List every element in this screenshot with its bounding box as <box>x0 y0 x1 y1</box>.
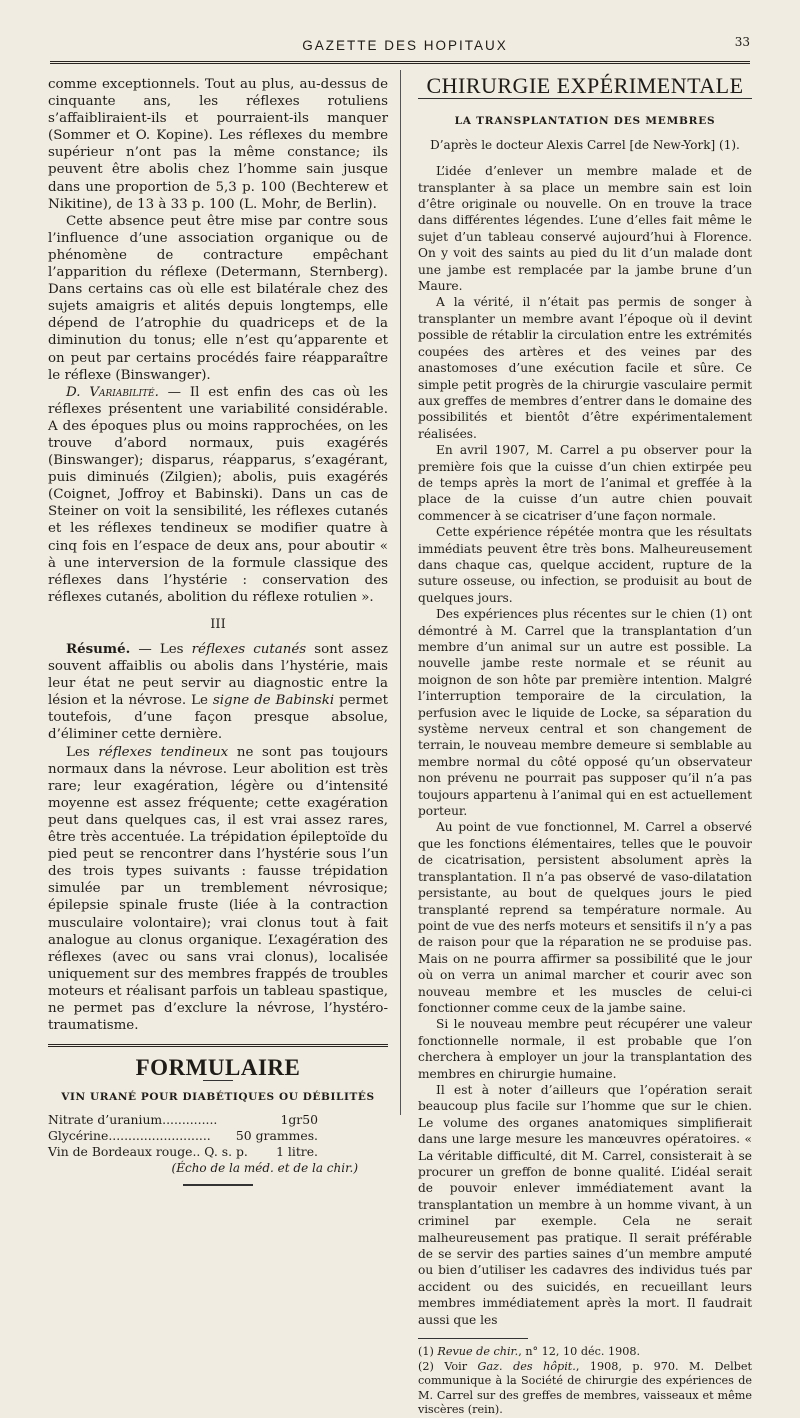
ingredient-qty: 1gr50 <box>280 1112 318 1128</box>
formula-row <box>48 1128 318 1144</box>
text-run: sont assez souvent affaiblis ou abolis dans l’hystérie, mais leur état ne peut servir au diagnostic entre la lésion et la névrose. Le <box>48 642 388 709</box>
paragraph <box>48 384 388 606</box>
article-title: LA TRANSPLANTATION DES MEMBRES <box>454 115 716 128</box>
italic-run: Revue de chir. <box>437 1345 519 1359</box>
section-number: III <box>210 616 226 632</box>
paragraph: Il est à noter d’ailleurs que l’opération serait beaucoup plus facile sur l’homme que sur le chien. Le volume des organes anatomiques simplifierait dans une large mesure les manœuvres opératoires. « La véritable difficulté, dit M. Carrel, consisterait à se procurer un greffon de bonne qualité. L’idéal serait de pouvoir enlever immédiatement avant la transplantation un membre à un homme vivant, à un criminel par exemple. Cela ne serait malheureusement pas pratique. Il serait préférable de se servir des parties saines d’un membre amputé ou bien d’utiliser les cadavres des individus tués par accident ou des suicidés, en recueillant leurs membres immédiatement après la mort. Il faudrait aussi que les <box>418 1082 752 1327</box>
footnote-rule <box>418 1338 528 1339</box>
paragraph: Au point de vue fonctionnel, M. Carrel a observé que les fonctions élémentaires, telles que le pouvoir de cicatrisation, persistent absolument après la transplantation. Il n’a pas observé de vaso-dilatation persistante, au bout de quelques jours le pied transplanté reprend sa température normale. Au point de vue des nerfs moteurs et sensitifs il n’y a pas de raison pour que la réparation ne se produise pas. Mais on ne pourra affirmer sa possibilité que le jour où on verra un animal marcher et courir avec son nouveau membre et les muscles de celui-ci fonctionner comme ceux de la jambe saine. <box>418 820 752 1015</box>
formula-row <box>48 1112 318 1128</box>
ingredient-name: Glycérine.......................... <box>48 1128 211 1144</box>
text-run: (1) <box>418 1345 438 1359</box>
text-run: ne sont pas toujours normaux dans la névrose. Leur abolition est très rare; leur exagération, légère ou d’intensité moyenne est assez fréquente; cette exagération peut dans quelques cas, il est vrai assez rares, être très accentuée. La trépidation épileptoïde du pied peut se rencontrer dans l’hystérie sous l’un des trois types suivants : fausse trépidation simulée par un tremblement névrosique; épilepsie spinale fruste (liée à la contraction musculaire volontaire); vrai clonus tout à fait analogue au clonus organique. L’exagération des réflexes (avec ou sans vrai clonus), localisée uniquement sur des membres frappés de troubles moteurs et réalisant parfois un tableau spastique, ne permet pas d’exclure la névrose, l’hystéro-traumatisme. <box>48 744 388 1034</box>
section-heading: CHIRURGIE EXPÉRIMENTALE <box>426 73 744 98</box>
section-divider <box>48 1044 388 1047</box>
text-run: , n° 12, 10 déc. 1908. <box>518 1345 641 1359</box>
italic-run: signe de Babinski <box>212 693 335 709</box>
ingredient-qty: 1 litre. <box>276 1144 318 1160</box>
paragraph-text: — Il est enfin des cas où les réflexes présentent une variabilité considérable. A des époques plus ou moins rapprochées, on les trouve d’abord normaux, puis exagérés (Binswanger); disparus, réapparus, s’exagérant, puis diminués (Zilgien); abolis, puis exagérés (Coignet, Joffroy et Babinski). Dans un cas de Steiner on voit la sensibilité, les réflexes cutanés et les réflexes tendineux se modifier quatre à cinq fois en l’espace de deux ans, pour aboutir « à une interversion de la formule classique des réflexes dans l’hystérie : conservation des réflexes cutanés, abolition du réflexe rotulien ». <box>48 384 388 605</box>
end-ornament <box>183 1184 253 1186</box>
right-column <box>418 73 752 1417</box>
page-header <box>60 35 750 58</box>
paragraph: Si le nouveau membre peut récupérer une valeur fonctionnelle normale, il est probable que l’on cherchera à employer un jour la transplantation des membres en chirurgie humaine. <box>418 1017 752 1081</box>
text-run: Les <box>66 744 99 760</box>
paragraph <box>48 744 388 1035</box>
paragraph-lead: D. Variabilité. <box>66 384 159 400</box>
ingredient-qty: 50 grammes. <box>235 1128 318 1144</box>
running-title: GAZETTE DES HOPITAUX <box>302 38 508 53</box>
italic-run: réflexes tendineux <box>98 744 229 760</box>
text-run: (2) Voir <box>418 1359 478 1373</box>
text-run: permet toutefois, d’une façon presque absolue, d’éliminer cette dernière. <box>48 693 388 743</box>
ingredient-name: Vin de Bordeaux rouge.. Q. s. p. <box>48 1144 248 1160</box>
paragraph: En avril 1907, M. Carrel a pu observer pour la première fois que la cuisse d’un chien extirpée peu de temps après la mort de l’animal et greffée à la place de la cuisse d’un autre chien pouvait commencer à se cicatriser d’une façon normale. <box>418 443 752 523</box>
paragraph: Cette absence peut être mise par contre sous l’influence d’une association organique ou de phénomène de contracture empêchant l’apparition du réflexe (Determann, Sternberg). Dans certains cas où elle est bilatérale chez des sujets amaigris et alités depuis longtemps, elle dépend de l’atrophie du quadriceps et de la diminution du tonus; elle n’est qu’apparente et on peut par certains procédés faire réapparaître le réflexe (Binswanger). <box>48 213 388 383</box>
formula-source: (Écho de la méd. et de la chir.) <box>171 1161 358 1176</box>
heading-rule <box>418 98 752 99</box>
paragraph: L’idée d’enlever un membre malade et de transplanter à sa place un membre sain est loin d’être originale ou nouvelle. On en trouve la trace dans différentes légendes. L’une d’elles fait même le sujet d’un tableau conservé aujourd’hui à Florence. On y voit des saints au pied du lit d’un malade dont une jambe est remplacée par la jambe brune d’un Maure. <box>418 164 752 294</box>
paragraph: A la vérité, il n’était pas permis de songer à transplanter un membre avant l’époque où il devint possible de rétablir la circulation entre les extrémités coupées des artères et des veines par des anastomoses d’une exécution facile et sûre. Ce simple petit progrès de la chirurgie vasculaire permit aux greffes de membres d’entrer dans le domaine des possibilités et bientôt d’être expérimentalement réalisées. <box>418 295 752 441</box>
page-number: 33 <box>734 35 750 49</box>
text-run: — Les <box>130 642 192 657</box>
paragraph-lead: Résumé. <box>66 641 131 657</box>
italic-run: réflexes cutanés <box>191 642 307 657</box>
text-run: , 1908, p. 970. M. Delbet communique à la Société de chirurgie des expériences de M. Carrel sur des greffes de membres, vaisseaux et même viscères (rein). <box>418 1359 752 1417</box>
footnote <box>418 1360 752 1418</box>
paragraph: Cette expérience répétée montra que les résultats immédiats peuvent être très bons. Malheureusement dans chaque cas, quelque accident, rupture de la suture osseuse, ou infection, se produisit au bout de quelques jours. <box>418 525 752 605</box>
paragraph: Des expériences plus récentes sur le chien (1) ont démontré à M. Carrel que la transplantation d’un membre d’un animal sur un autre est possible. La nouvelle jambe reste normale et se réunit au moignon de son hôte par première intention. Malgré l’interruption temporaire de la circulation, la perfusion avec le liquide de Locke, sa séparation du système nerveux central et son changement de terrain, le nouveau membre demeure si semblable au membre normal du côté opposé qu’un observateur non prévenu ne pourrait pas supposer qu’il n’a pas toujours appartenu à l’animal qui en est actuellement porteur. <box>418 607 752 819</box>
formulaire-subheading: VIN URANÉ POUR DIABÉTIQUES OU DÉBILITÉS <box>61 1091 375 1104</box>
footnotes <box>418 1345 752 1418</box>
formulaire-heading: FORMULAIRE <box>135 1055 301 1081</box>
paragraph: comme exceptionnels. Tout au plus, au-dessus de cinquante ans, les réflexes rotuliens s’affaibliraient-ils et pourraient-ils manquer (Sommer et O. Kopine). Les réflexes du membre supérieur n’ont pas la même constance; ils peuvent être abolis chez l’homme sain jusque dans une proportion de 5,3 p. 100 (Bechterew et Nikitine), de 13 à 33 p. 100 (L. Mohr, de Berlin). <box>48 77 388 212</box>
formula-row <box>48 1144 318 1160</box>
header-rule <box>50 61 750 64</box>
left-column <box>48 76 388 1176</box>
paragraph <box>48 641 388 744</box>
italic-run: Gaz. des hôpit. <box>477 1359 576 1373</box>
formula <box>48 1112 388 1176</box>
footnote <box>418 1345 752 1360</box>
short-rule <box>203 1080 233 1081</box>
ingredient-name: Nitrate d’uranium.............. <box>48 1112 218 1128</box>
author-line: D’après le docteur Alexis Carrel [de New-York] (1). <box>430 137 740 152</box>
column-divider <box>400 70 401 1115</box>
